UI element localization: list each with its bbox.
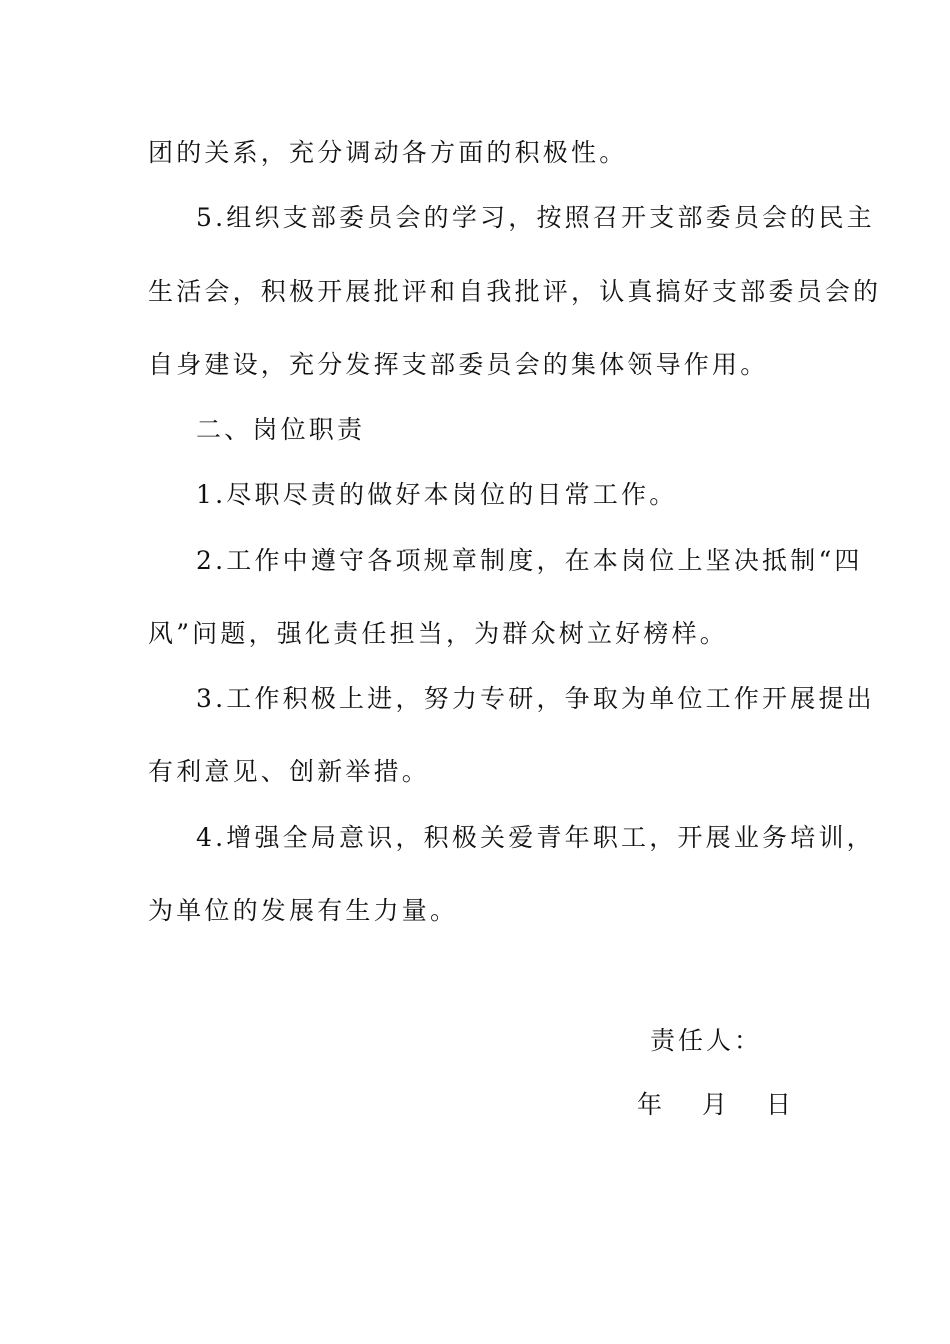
responsible-person-label: 责任人： <box>650 1026 763 1055</box>
paragraph-line: 风”问题，强化责任担当，为群众树立好榜样。 <box>148 619 728 648</box>
paragraph-line: 为单位的发展有生力量。 <box>148 896 459 925</box>
paragraph-line: 4.增强全局意识，积极关爱青年职工，开展业务培训， <box>196 823 875 852</box>
paragraph-line: 有利意见、创新举措。 <box>148 757 431 786</box>
day-label: 日 <box>766 1090 792 1119</box>
paragraph-line: 3.工作积极上进，努力专研，争取为单位工作开展提出 <box>196 684 875 713</box>
month-label: 月 <box>702 1090 728 1119</box>
paragraph-line: 1.尽职尽责的做好本岗位的日常工作。 <box>196 480 678 509</box>
paragraph-line: 团的关系，充分调动各方面的积极性。 <box>148 138 628 167</box>
paragraph-line: 生活会，积极开展批评和自我批评，认真搞好支部委员会的 <box>148 277 882 306</box>
paragraph-line: 2.工作中遵守各项规章制度，在本岗位上坚决抵制“四 <box>196 546 863 575</box>
year-label: 年 <box>637 1090 663 1119</box>
paragraph-line: 5.组织支部委员会的学习，按照召开支部委员会的民主 <box>196 203 875 232</box>
section-heading: 二、岗位职责 <box>196 415 366 444</box>
paragraph-line: 自身建设，充分发挥支部委员会的集体领导作用。 <box>148 350 769 379</box>
